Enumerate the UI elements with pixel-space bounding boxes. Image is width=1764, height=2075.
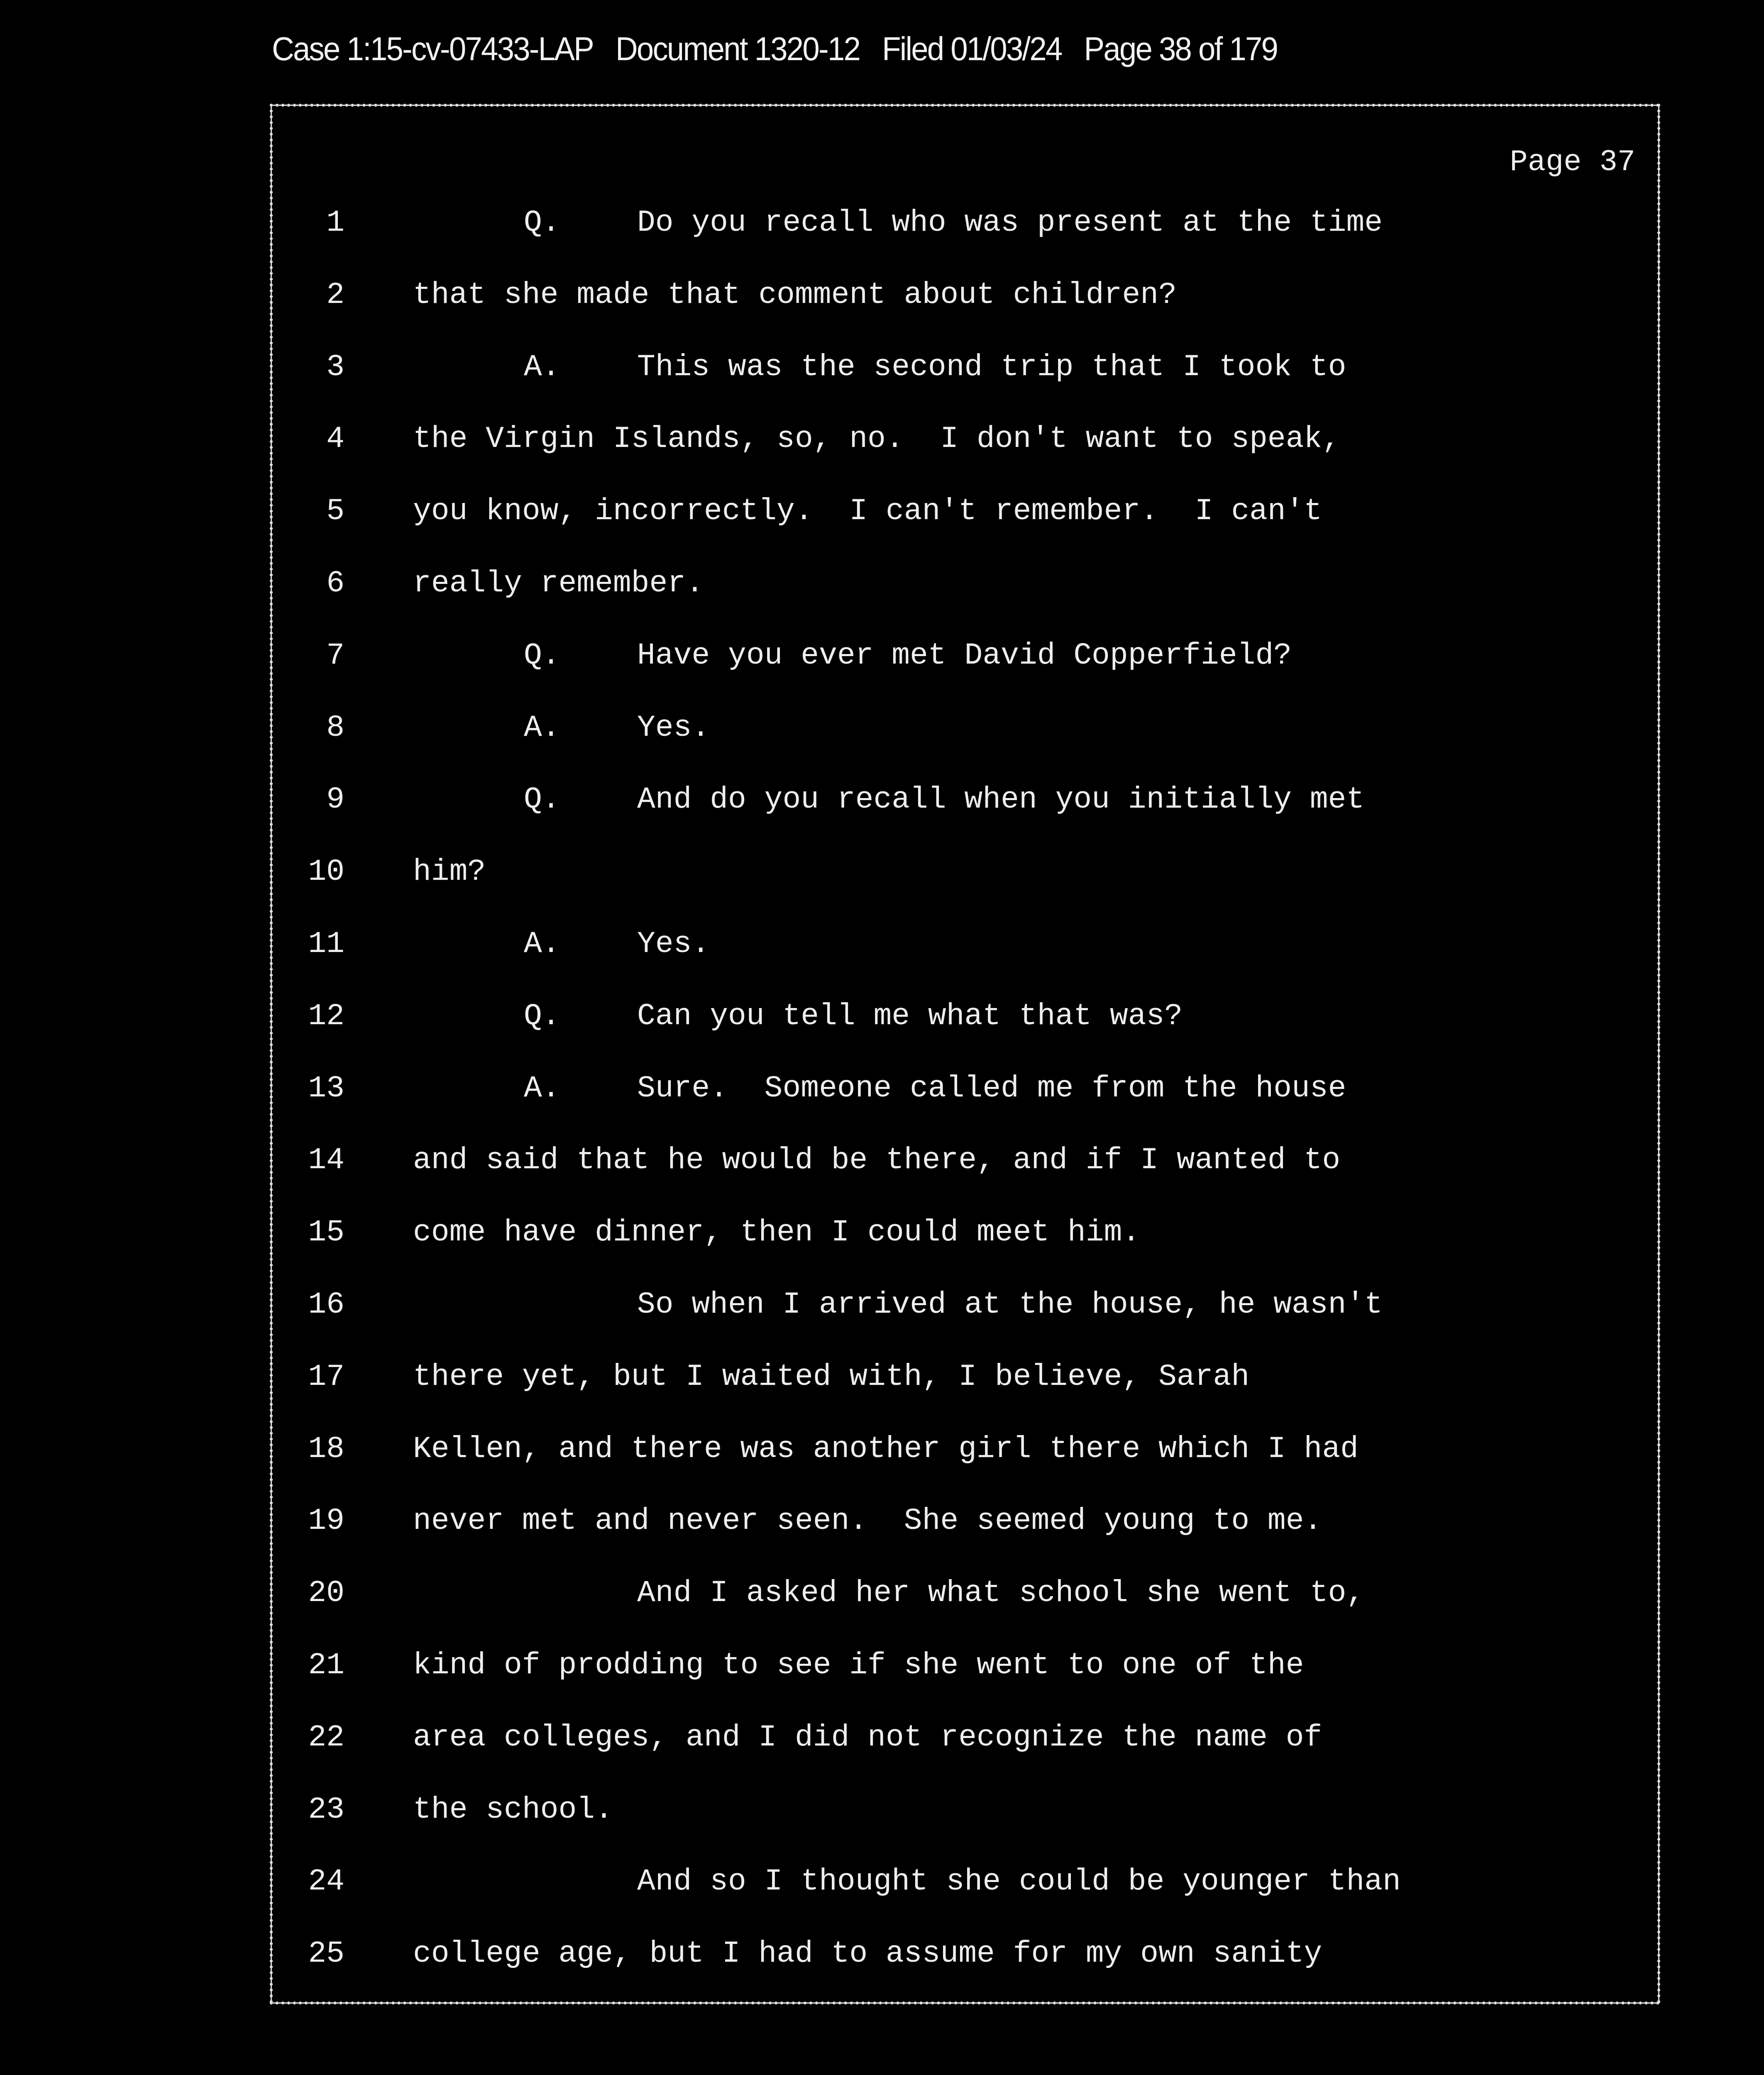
transcript-line [0,710,1764,752]
line-number: 7 [326,638,344,673]
line-number: 1 [326,205,344,240]
line-number: 5 [326,494,344,529]
line-number: 4 [326,422,344,456]
line-number: 23 [308,1792,344,1827]
line-number: 8 [326,710,344,745]
transcript-line [0,854,1764,896]
line-text: Yes. [637,927,710,961]
line-number: 11 [308,927,344,961]
line-text: Kellen, and there was another girl there which I had [413,1431,1358,1466]
speaker-marker: Q. [524,998,560,1033]
line-text: Do you recall who was present at the time [637,205,1383,240]
transcript-line [0,1864,1764,1906]
case-header [272,30,1300,68]
line-text: never met and never seen. She seemed young to me. [413,1504,1322,1538]
transcript-line [0,1648,1764,1689]
line-text: area colleges, and I did not recognize the name of [413,1720,1322,1755]
transcript-line [0,278,1764,319]
line-text: there yet, but I waited with, I believe, Sarah [413,1359,1250,1394]
filed-date: Filed 01/03/24 [882,30,1062,67]
line-text: And so I thought she could be younger than [637,1864,1401,1899]
transcript-line [0,638,1764,680]
line-number: 9 [326,782,344,817]
line-number: 24 [308,1864,344,1899]
line-number: 3 [326,349,344,384]
line-number: 14 [308,1143,344,1178]
transcript-line [0,1287,1764,1329]
line-text: college age, but I had to assume for my own sanity [413,1936,1322,1971]
transcript-line [0,566,1764,608]
line-number: 22 [308,1720,344,1755]
line-text: come have dinner, then I could meet him. [413,1215,1141,1250]
line-text: Can you tell me what that was? [637,998,1183,1033]
transcript-line [0,1432,1764,1473]
transcript-line [0,350,1764,391]
transcript-line [0,494,1764,535]
transcript-line [0,1720,1764,1762]
line-text: So when I arrived at the house, he wasn't [637,1287,1383,1322]
line-number: 20 [308,1576,344,1611]
line-text: kind of prodding to see if she went to one of the [413,1648,1304,1682]
speaker-marker: Q. [524,638,560,673]
line-number: 10 [308,854,344,889]
line-text: Sure. Someone called me from the house [637,1071,1346,1106]
speaker-marker: A. [524,1071,560,1106]
transcript-line [0,1936,1764,1978]
line-number: 13 [308,1071,344,1106]
transcript-line [0,1360,1764,1401]
line-number: 19 [308,1504,344,1538]
line-number: 2 [326,277,344,312]
line-text: And I asked her what school she went to, [637,1576,1365,1611]
transcript-line [0,782,1764,824]
line-text: This was the second trip that I took to [637,349,1346,384]
line-number: 17 [308,1359,344,1394]
line-text: Have you ever met David Copperfield? [637,638,1292,673]
speaker-marker: A. [524,710,560,745]
line-text: you know, incorrectly. I can't remember. I can't [413,494,1322,529]
line-text: him? [413,854,486,889]
transcript-line [0,1792,1764,1834]
case-number: Case 1:15-cv-07433-LAP [272,30,594,67]
speaker-marker: Q. [524,205,560,240]
speaker-marker: Q. [524,782,560,817]
transcript-line [0,1504,1764,1545]
transcript-line [0,1071,1764,1113]
line-text: really remember. [413,566,704,601]
speaker-marker: A. [524,927,560,961]
document-number: Document 1320-12 [615,30,860,67]
line-number: 12 [308,998,344,1033]
transcript-line [0,999,1764,1040]
transcript-line [0,205,1764,247]
page-count: Page 38 of 179 [1084,30,1278,67]
transcript-line [0,1143,1764,1184]
line-text: And do you recall when you initially met [637,782,1365,817]
transcript-line [0,927,1764,968]
transcript-page-label: Page 37 [1510,145,1635,179]
line-number: 6 [326,566,344,601]
line-text: the school. [413,1792,613,1827]
transcript-line [0,1215,1764,1257]
speaker-marker: A. [524,349,560,384]
line-number: 25 [308,1936,344,1971]
transcript-line [0,1576,1764,1617]
line-text: the Virgin Islands, so, no. I don't want to speak, [413,422,1341,456]
line-number: 18 [308,1431,344,1466]
line-number: 16 [308,1287,344,1322]
line-text: and said that he would be there, and if I wanted to [413,1143,1341,1178]
line-number: 21 [308,1648,344,1682]
line-number: 15 [308,1215,344,1250]
transcript-line [0,422,1764,463]
line-text: that she made that comment about children? [413,277,1177,312]
line-text: Yes. [637,710,710,745]
